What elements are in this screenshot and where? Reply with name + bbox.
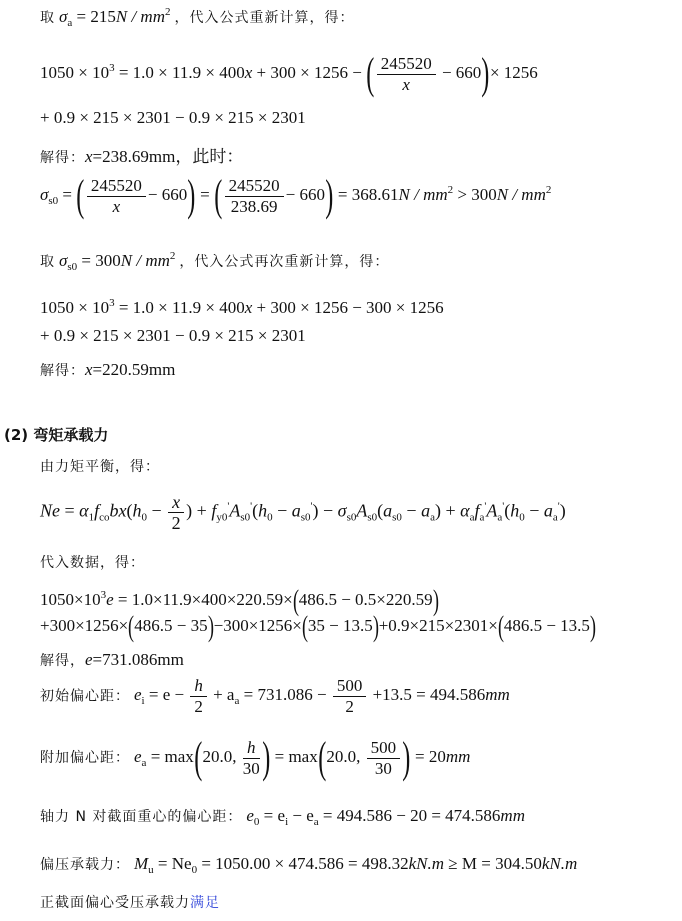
equation-ne: $Ne = \alpha_1f_{co}bx(h_0$ − $\frac{x}{2}$ ) + $f_{y0}'A_{s0}'(h_0 - a_{s0}') - \sigma_{s0}A_{s0}(a_{s0} - a_a) + \alpha_af_a'A_a'(h_0 - a_a')$ xyxy=(40,492,566,533)
value: =220.59mm xyxy=(92,360,176,379)
fraction xyxy=(190,676,207,717)
fraction xyxy=(333,676,367,717)
initial-eccentricity xyxy=(40,676,510,717)
term: 486.5 − 0.5×220.59 xyxy=(298,589,433,609)
solution-1 xyxy=(40,142,243,167)
symbol: σ xyxy=(40,184,49,204)
fraction xyxy=(168,492,184,533)
equation-1-cont: + 0.9 × 215 × 2301 − 0.9 × 215 × 2301 xyxy=(40,108,306,127)
axial-eccentricity xyxy=(40,806,525,828)
sup: 3 xyxy=(109,61,115,74)
value: = 368.61 xyxy=(337,184,399,204)
sup: 2 xyxy=(169,250,176,262)
var: e xyxy=(246,806,254,825)
text: ，代入公式重新计算，得： xyxy=(174,10,355,26)
term: + a xyxy=(213,685,235,705)
term: = e xyxy=(263,806,286,825)
equation-2: $\sigma_{s0}$ = ( $\frac{245520}{x}$ − 660) = ( $\frac{245520}{238.69}$ − $660) = 368.61N / mm^2 > 300N / mm^2$ xyxy=(40,171,552,220)
line-take-sigma-s0 xyxy=(40,250,389,273)
unit: mm xyxy=(500,806,525,825)
additional-eccentricity: 附加偏心距： $e_a = \max(20.0$, $\frac{h}{30}$ ) = max(20.0, $\frac{500}{30}$ ) = 20mm xyxy=(40,733,471,782)
term: 1050 × 10 xyxy=(40,298,110,317)
solution-3 xyxy=(40,650,184,670)
sub: 0 xyxy=(253,816,260,828)
var: e xyxy=(134,685,142,705)
term: − 660 xyxy=(147,184,188,204)
equation-3-cont: + 0.9 × 215 × 2301 − 0.9 × 215 × 2301 xyxy=(40,326,306,345)
sup: 3 xyxy=(100,588,107,601)
symbol: σ xyxy=(59,251,68,270)
term: = e − xyxy=(148,685,185,705)
term: 20.0, xyxy=(326,746,361,766)
term: − 660 xyxy=(285,184,326,204)
section-number: (2) xyxy=(4,426,29,444)
var: x xyxy=(244,298,253,317)
sup: 3 xyxy=(109,297,115,309)
value: = 20 xyxy=(415,746,446,766)
value: > 300 xyxy=(457,184,497,204)
term: = 1.0 × 11.9 × 400 xyxy=(118,62,245,82)
unit: N / mm xyxy=(496,184,546,204)
denominator: 2 xyxy=(171,513,181,533)
term: +0.9×215×2301× xyxy=(378,615,498,635)
label: 解得， xyxy=(40,653,85,669)
paren: ) xyxy=(325,171,334,220)
sub: a xyxy=(67,17,73,29)
paren: ( xyxy=(214,171,223,220)
fraction xyxy=(87,176,146,217)
value: = 494.586 − 20 = 474.586 xyxy=(322,806,501,825)
numerator: 500 xyxy=(367,738,401,759)
value: +13.5 = 494.586 xyxy=(372,685,486,705)
line-take-sigma-a xyxy=(40,6,355,29)
sub: a xyxy=(141,756,147,769)
term: = max xyxy=(150,746,194,766)
var: M xyxy=(134,854,149,873)
numerator: 500 xyxy=(333,676,367,697)
var: x xyxy=(85,147,93,166)
label: 附加偏心距： xyxy=(40,749,130,766)
value: =238.69mm，此时： xyxy=(92,147,244,166)
equation-1 xyxy=(40,49,538,98)
fraction xyxy=(377,54,436,95)
equation-3 xyxy=(40,297,444,318)
solution-2 xyxy=(40,360,175,380)
section-title: 弯矩承载力 xyxy=(33,426,109,444)
conclusion-status: 满足 xyxy=(190,895,220,911)
label: 解得： xyxy=(40,363,85,379)
var: e xyxy=(106,589,114,609)
unit: mm xyxy=(445,746,471,766)
denominator: x xyxy=(402,74,410,94)
term: 486.5 − 35 xyxy=(134,615,208,635)
sub: s0 xyxy=(67,261,78,273)
numerator: h xyxy=(243,738,260,759)
var: x xyxy=(85,360,93,379)
unit: kN.m xyxy=(541,854,578,873)
value: = 1050.00 × 474.586 = 498.32 xyxy=(201,854,409,873)
unit: N / mm xyxy=(120,251,170,270)
paren: ) xyxy=(481,49,490,98)
fraction xyxy=(367,738,401,779)
numerator: 245520 xyxy=(377,54,436,75)
label: 初始偏心距： xyxy=(40,688,130,705)
term: = 1.0×11.9×400×220.59× xyxy=(117,589,293,609)
sub: u xyxy=(148,864,154,876)
equation-4: $1050\times 10^3e = 1.0\times 11.9\times 400\times 220.59\times(486.5 - 0.5\times 220.59)$ xyxy=(40,584,439,617)
denominator: 238.69 xyxy=(230,196,278,216)
var: e xyxy=(85,650,93,669)
section-heading xyxy=(4,424,108,445)
text: 取 xyxy=(40,10,55,26)
conclusion-text: 正截面偏心受压承载力 xyxy=(40,895,190,911)
sub: a xyxy=(234,695,240,708)
term: 20.0, xyxy=(202,746,237,766)
term: = 731.086 − xyxy=(243,685,327,705)
value: ≥ M = 304.50 xyxy=(448,854,542,873)
unit: N / mm xyxy=(398,184,448,204)
term: + 300 × 1256 − 300 × 1256 xyxy=(256,298,444,317)
unit: kN.m xyxy=(408,854,445,873)
sub: i xyxy=(285,816,289,828)
value: =731.086mm xyxy=(92,650,184,669)
denominator: 30 xyxy=(242,758,260,778)
sup: 2 xyxy=(545,183,552,196)
equation-4-cont: +300×1256×(486.5 − 35)−300×1256×(35 − 13.5)+0.9×215×2301×(486.5 − 13.5) xyxy=(40,610,596,643)
paren: ( xyxy=(76,171,85,220)
denominator: x xyxy=(112,196,121,216)
sup: 2 xyxy=(447,183,454,196)
term: − e xyxy=(292,806,314,825)
text-moment-balance: 由力矩平衡，得： xyxy=(40,459,160,475)
denominator: 30 xyxy=(374,758,392,778)
paren: ) xyxy=(187,171,196,220)
op: = xyxy=(64,500,75,521)
value: = 300 xyxy=(81,251,121,270)
eccentric-capacity xyxy=(40,854,577,876)
conclusion xyxy=(40,892,220,912)
label: 解得： xyxy=(40,150,85,166)
text-substitute: 代入数据，得： xyxy=(40,555,145,571)
symbol: σ xyxy=(59,7,68,26)
var: Ne xyxy=(40,500,60,521)
term: × 1256 xyxy=(489,62,538,82)
sub: i xyxy=(141,695,145,708)
term: = Ne xyxy=(157,854,192,873)
var: e xyxy=(134,746,142,766)
sub: a xyxy=(313,816,319,828)
label: 轴力 N 对截面重心的偏心距： xyxy=(40,809,243,825)
value: = 215 xyxy=(76,7,116,26)
paren: ( xyxy=(366,49,375,98)
term: + 300 × 1256 − xyxy=(256,62,362,82)
term: +300×1256× xyxy=(40,615,129,635)
numerator: 245520 xyxy=(87,176,146,197)
numerator: h xyxy=(190,676,207,697)
term: 35 − 13.5 xyxy=(307,615,373,635)
sub: 0 xyxy=(191,864,198,876)
term: 1050×10 xyxy=(40,589,101,609)
numerator: 245520 xyxy=(225,176,284,197)
text: 取 xyxy=(40,254,55,270)
sup: 2 xyxy=(165,6,171,18)
fraction xyxy=(225,176,284,217)
fraction xyxy=(243,738,260,779)
var: x xyxy=(244,62,253,82)
sub: s0 xyxy=(48,194,59,207)
term: − 660 xyxy=(441,62,482,82)
unit: N / mm xyxy=(115,7,165,26)
denominator: 2 xyxy=(345,697,354,716)
term: = 1.0 × 11.9 × 400 xyxy=(118,298,245,317)
text: ，代入公式再次重新计算，得： xyxy=(179,254,390,270)
term: = max xyxy=(274,746,318,766)
numerator: x xyxy=(168,492,184,513)
denominator: 2 xyxy=(194,697,203,716)
term: 1050 × 10 xyxy=(40,62,110,82)
term: 486.5 − 13.5 xyxy=(503,615,590,635)
unit: mm xyxy=(485,685,510,705)
label: 偏压承载力： xyxy=(40,857,130,873)
term: −300×1256× xyxy=(213,615,302,635)
